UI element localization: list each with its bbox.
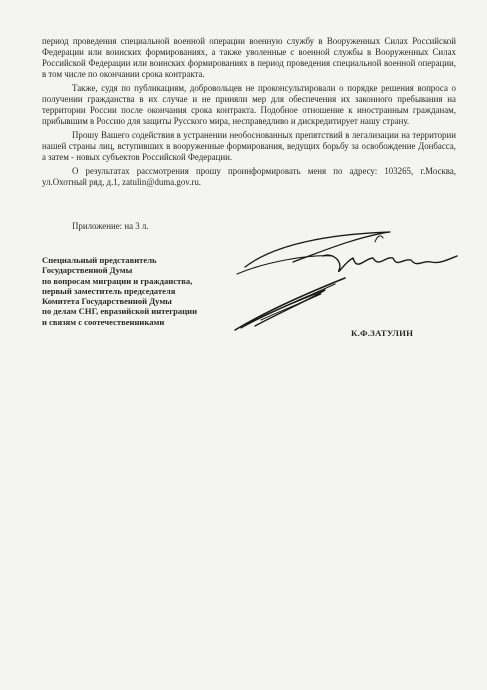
sender-title-line: первый заместитель председателя bbox=[42, 285, 176, 296]
sender-title-line: Комитета Государственной Думы bbox=[42, 296, 172, 307]
letter-body bbox=[42, 36, 456, 191]
attachment-note: Приложение: на 3 л. bbox=[72, 221, 149, 231]
sender-title-line: по вопросам миграции и гражданства, bbox=[42, 275, 193, 286]
sender-title-line: Специальный представитель bbox=[42, 255, 157, 265]
paragraph-2: Также, судя по публикациям, добровольцев не проконсультировали о порядке решения вопроса о получении гражданства в их случае и не приняли мер для обеспечения их законного пребывания на территории России после окончания срока контракта. Подобное отношение к иностранным гражданам, прибывшим в Россию для защиты Русского мира, несправедливо и дискредитирует нашу страну. bbox=[42, 83, 456, 126]
signer-name: К.Ф.ЗАТУЛИН bbox=[351, 328, 414, 338]
paragraph-3: Прошу Вашего содействия в устранении необоснованных препятствий в легализации на территории нашей страны лиц, вступивших в вооруженные формирования, ведущих борьбу за освобождение Донбасса, а затем - новых субъектов Российской Федерации. bbox=[42, 130, 456, 162]
sender-title-line: Государственной Думы bbox=[42, 265, 133, 276]
sender-title-line: и связям с соотечественниками bbox=[42, 316, 165, 327]
paragraph-4: О результатах рассмотрения прошу проинформировать меня по адресу: 103265, г.Москва, ул.Охотный ряд, д.1, zatulin@duma.gov.ru. bbox=[42, 166, 456, 187]
paragraph-1: период проведения специальной военной операции военную службу в Вооруженных Силах Российской Федерации или воинских формированиях, а также уволенные с военной службы в Вооруженных Силах Российской Федерации или воинских формированиях в период проведения специальной военной операции, в том числе по окончании срока контракта. bbox=[42, 36, 456, 79]
handwritten-signature bbox=[225, 222, 465, 337]
sender-title-line: по делам СНГ, евразийской интеграции bbox=[42, 306, 198, 317]
